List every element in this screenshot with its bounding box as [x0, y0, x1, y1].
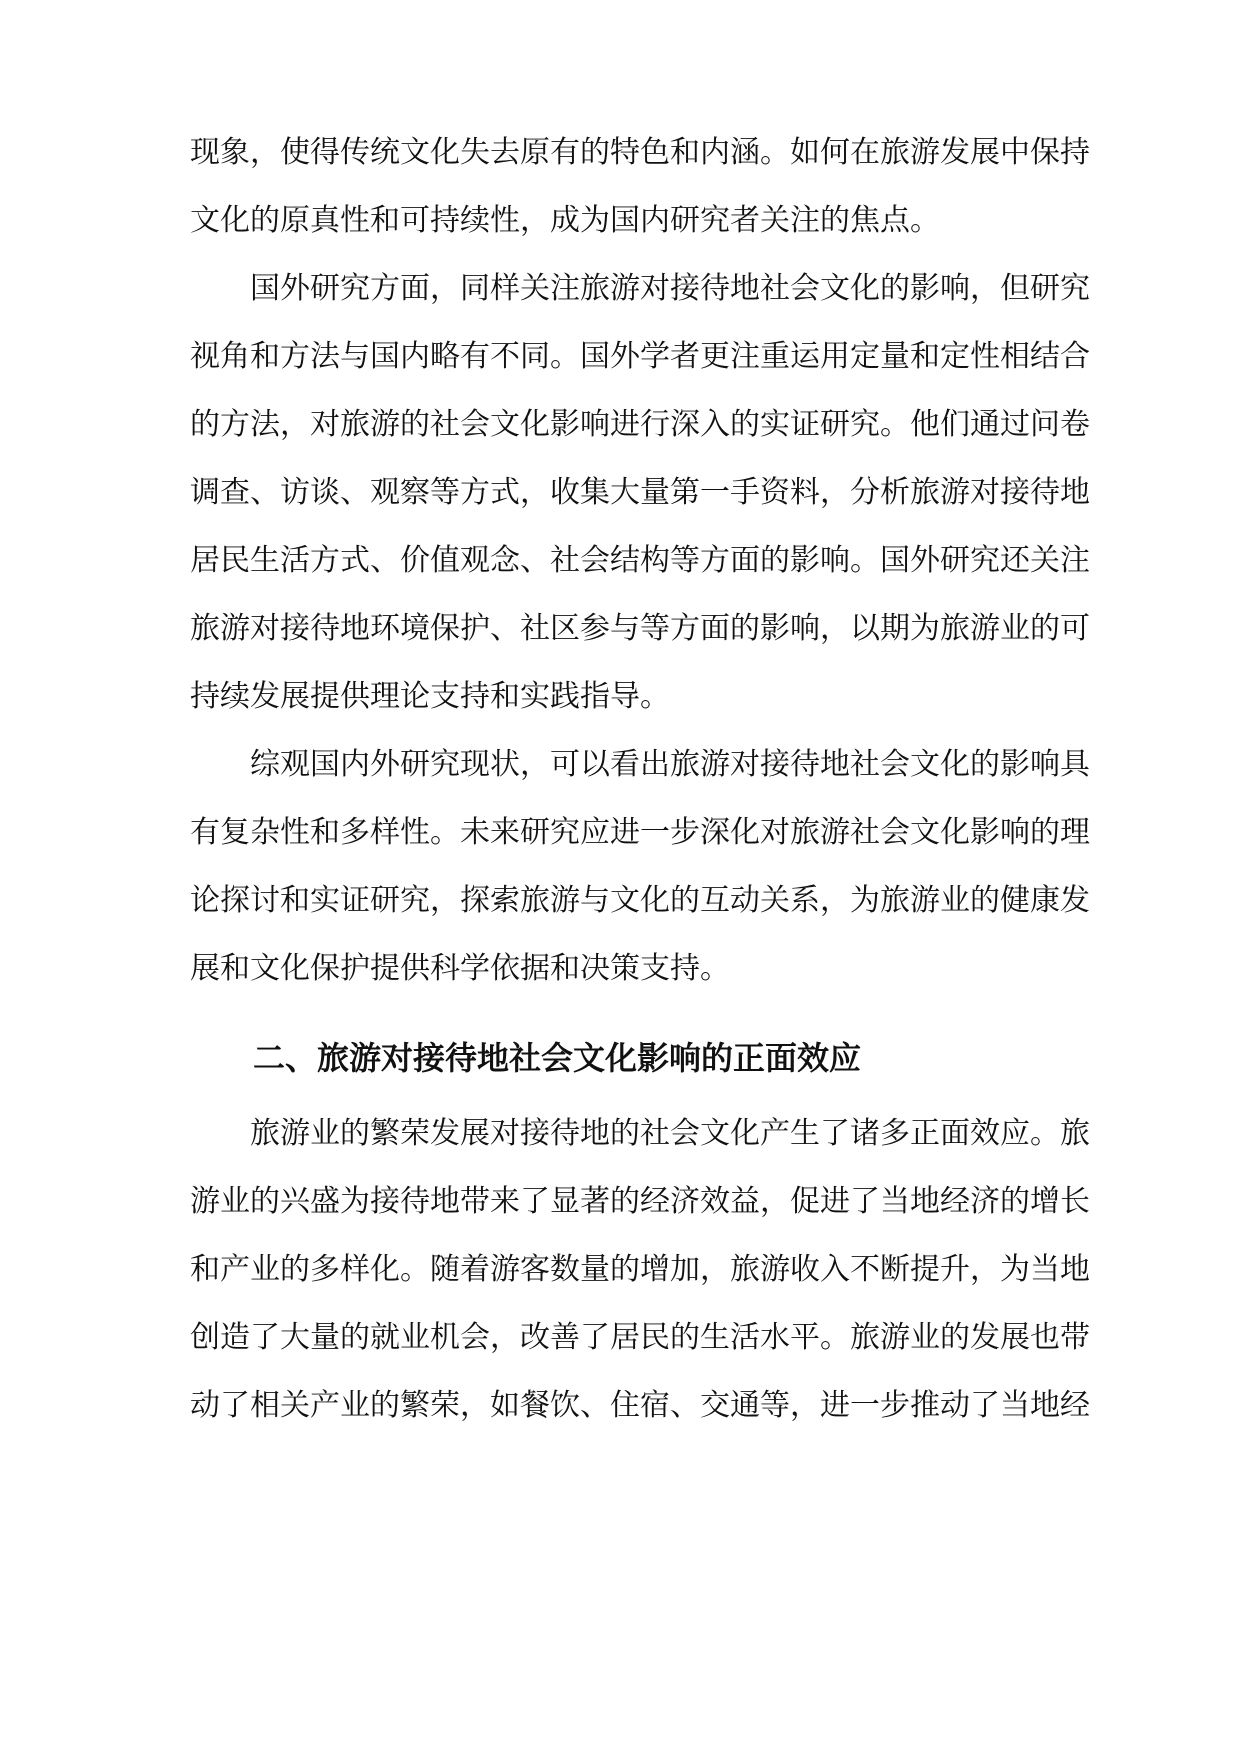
paragraph-line: 居民生活方式、价值观念、社会结构等方面的影响。国外研究还关注: [190, 543, 1090, 578]
section-heading: 二、旅游对接待地社会文化影响的正面效应: [253, 1039, 862, 1077]
paragraph-line: 论探讨和实证研究，探索旅游与文化的互动关系，为旅游业的健康发: [190, 883, 1090, 918]
paragraph-line: 持续发展提供理论支持和实践指导。: [190, 679, 670, 714]
paragraph-line: 有复杂性和多样性。未来研究应进一步深化对旅游社会文化影响的理: [190, 815, 1090, 850]
paragraph-line: 国外研究方面，同样关注旅游对接待地社会文化的影响，但研究: [250, 271, 1090, 306]
paragraph-line: 视角和方法与国内略有不同。国外学者更注重运用定量和定性相结合: [190, 339, 1090, 374]
paragraph-line: 调查、访谈、观察等方式，收集大量第一手资料，分析旅游对接待地: [190, 475, 1090, 510]
paragraph-line: 和产业的多样化。随着游客数量的增加，旅游收入不断提升，为当地: [190, 1252, 1090, 1287]
paragraph-line: 游业的兴盛为接待地带来了显著的经济效益，促进了当地经济的增长: [190, 1184, 1090, 1219]
paragraph-line: 现象，使得传统文化失去原有的特色和内涵。如何在旅游发展中保持: [190, 135, 1090, 170]
paragraph-line: 文化的原真性和可持续性，成为国内研究者关注的焦点。: [190, 203, 940, 238]
paragraph-line: 旅游对接待地环境保护、社区参与等方面的影响，以期为旅游业的可: [190, 611, 1090, 646]
paragraph-line: 创造了大量的就业机会，改善了居民的生活水平。旅游业的发展也带: [190, 1320, 1090, 1355]
paragraph-line: 旅游业的繁荣发展对接待地的社会文化产生了诸多正面效应。旅: [250, 1116, 1090, 1151]
paragraph-line: 动了相关产业的繁荣，如餐饮、住宿、交通等，进一步推动了当地经: [190, 1388, 1090, 1423]
paragraph-line: 综观国内外研究现状，可以看出旅游对接待地社会文化的影响具: [250, 747, 1090, 782]
paragraph-line: 展和文化保护提供科学依据和决策支持。: [190, 951, 730, 986]
paragraph-line: 的方法，对旅游的社会文化影响进行深入的实证研究。他们通过问卷: [190, 407, 1090, 442]
